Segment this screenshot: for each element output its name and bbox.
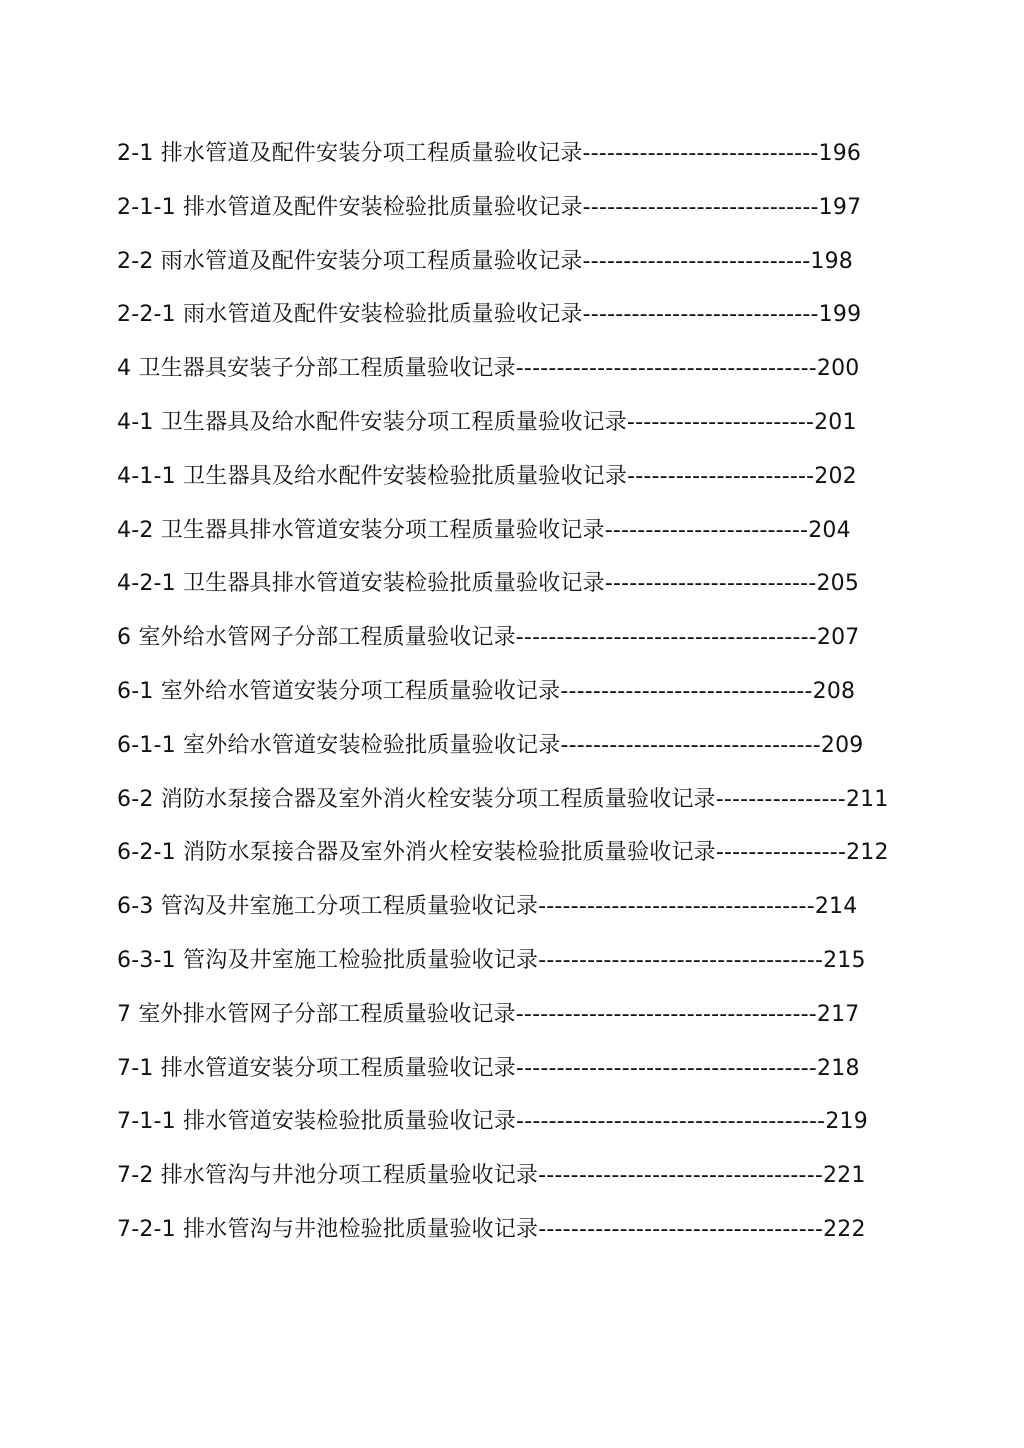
toc-entry: 6-2 消防水泵接合器及室外消火栓安装分项工程质量验收记录----------------211 [117,786,889,812]
toc-entry: 7 室外排水管网子分部工程质量验收记录-------------------------------------217 [117,1001,860,1027]
toc-entry: 4-2-1 卫生器具排水管道安装检验批质量验收记录--------------------------205 [117,571,860,597]
toc-entry: 7-1 排水管道安装分项工程质量验收记录-------------------------------------218 [117,1055,860,1081]
toc-entry: 6-2-1 消防水泵接合器及室外消火栓安装检验批质量验收记录----------------212 [117,840,889,866]
toc-entry: 6-1 室外给水管道安装分项工程质量验收记录-------------------------------208 [117,678,856,704]
toc-entry: 6 室外给水管网子分部工程质量验收记录-------------------------------------207 [117,625,860,651]
toc-entry: 7-2 排水管沟与井池分项工程质量验收记录-----------------------------------221 [117,1163,866,1189]
toc-entry: 4-1-1 卫生器具及给水配件安装检验批质量验收记录-----------------------202 [117,463,857,489]
toc-entry: 6-1-1 室外给水管道安装检验批质量验收记录--------------------------------209 [117,732,864,758]
toc-entry: 4-1 卫生器具及给水配件安装分项工程质量验收记录-----------------------201 [117,409,857,435]
toc-entry: 4-2 卫生器具排水管道安装分项工程质量验收记录-------------------------204 [117,517,851,543]
toc-entry: 2-1-1 排水管道及配件安装检验批质量验收记录-----------------------------197 [117,194,862,220]
toc-entry: 2-2-1 雨水管道及配件安装检验批质量验收记录-----------------------------199 [117,302,862,328]
toc-entry: 6-3-1 管沟及井室施工检验批质量验收记录-----------------------------------215 [117,947,866,973]
toc-entry: 2-1 排水管道及配件安装分项工程质量验收记录-----------------------------196 [117,141,862,166]
table-of-contents [117,136,907,1266]
toc-entry: 7-2-1 排水管沟与井池检验批质量验收记录-----------------------------------222 [117,1216,866,1242]
toc-entry: 2-2 雨水管道及配件安装分项工程质量验收记录----------------------------198 [117,248,853,274]
toc-entry: 6-3 管沟及井室施工分项工程质量验收记录----------------------------------214 [117,894,858,920]
toc-entry: 4 卫生器具安装子分部工程质量验收记录-------------------------------------200 [117,356,860,382]
toc-entry: 7-1-1 排水管道安装检验批质量验收记录--------------------------------------219 [117,1109,868,1135]
